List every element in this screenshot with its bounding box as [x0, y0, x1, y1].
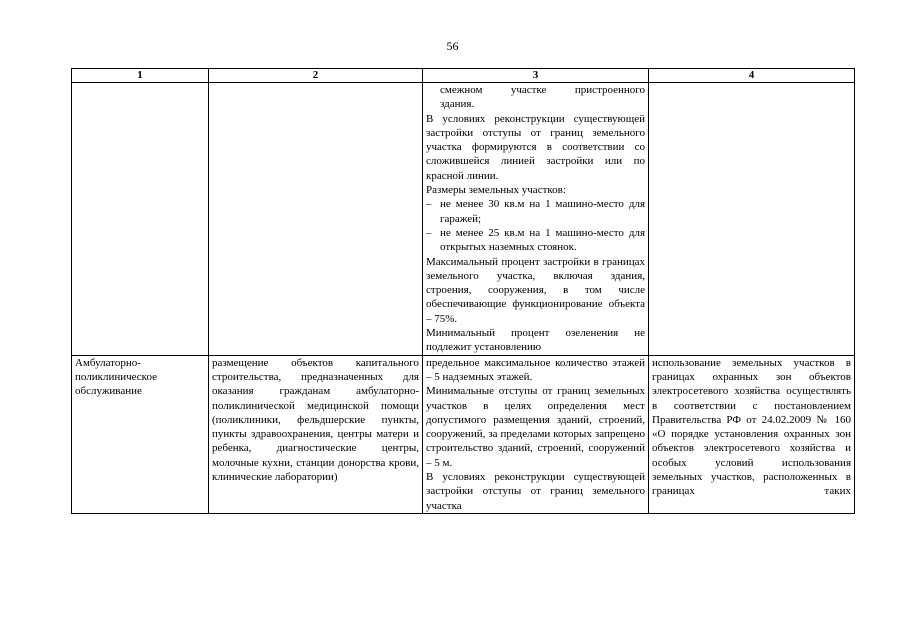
- column-header-4: 4: [649, 69, 855, 83]
- list-item: [426, 226, 645, 255]
- row1-col2-cell: [209, 83, 423, 356]
- max-coverage-paragraph: Максимальный процент застройки в границах земельного участка, включая здания, строения, сооружения, в том числе обеспечивающие функционирование объекта – 75%.: [426, 255, 645, 325]
- row2-col2-cell: размещение объектов капитального строительства, предназначенных для оказания гражданам амбулаторно-поликлинической медицинской помощи (поликлиники, фельдшерские пункты, пункты здравоохранения, центры матери и ребенка, диагностические центры, молочные кухни, станции донорства крови, клинические лаборатории): [209, 355, 423, 513]
- dash-marker: –: [426, 198, 432, 211]
- continued-line-2: здания.: [440, 98, 475, 111]
- row2-col3-cell: [423, 355, 649, 513]
- max-floors-paragraph: предельное максимальное количество этажей – 5 надземных этажей.: [426, 356, 645, 383]
- table-header-row: [72, 69, 855, 83]
- column-header-1: 1: [72, 69, 209, 83]
- row1-col4-cell: [649, 83, 855, 356]
- row2-col4-cell: использование земельных участков в границах охранных зон объектов электросетевого хозяйства осуществлять в соответствии с постановлением Правительства РФ от 24.02.2009 № 160 «О порядке установления охранных зон объектов электросетевого хозяйства и особых условий использования земельных участков, расположенных в границах таких: [649, 355, 855, 513]
- parking-plot-size: не менее 25 кв.м на 1 машино-место для открытых наземных стоянок.: [440, 226, 645, 254]
- row1-col3-cell: [423, 83, 649, 356]
- row2-col1-cell: Амбулаторно-поликлиническое обслуживание: [72, 355, 209, 513]
- page-number: 56: [446, 39, 459, 53]
- list-item: [426, 197, 645, 226]
- column-header-3: 3: [423, 69, 649, 83]
- table-row: [72, 83, 855, 356]
- garage-plot-size: не менее 30 кв.м на 1 машино-место для гаражей;: [440, 198, 645, 225]
- continued-line-1: смежном участке пристроенного: [440, 84, 645, 96]
- min-greening-paragraph: Минимальный процент озеленения не подлежит установлению: [426, 327, 645, 354]
- plot-sizes-heading: Размеры земельных участков:: [426, 184, 566, 197]
- regulations-table: [71, 68, 855, 514]
- table-row: [72, 355, 855, 513]
- min-setbacks-paragraph: Минимальные отступы от границ земельных участков в целях определения мест допустимого размещения зданий, строений, сооружений, за пределами которых запрещено строительство зданий, строений, сооружений – 5 м.: [426, 385, 645, 469]
- column-header-2: 2: [209, 69, 423, 83]
- row1-col1-cell: [72, 83, 209, 356]
- reconstruction-paragraph: В условиях реконструкции существующей застройки отступы от границ земельного участка: [426, 471, 645, 512]
- dash-marker: –: [426, 226, 432, 239]
- reconstruction-paragraph: В условиях реконструкции существующей застройки отступы от границ земельного участка формируются в соответствии со сложившейся линией застройки или по красной линии.: [426, 112, 645, 182]
